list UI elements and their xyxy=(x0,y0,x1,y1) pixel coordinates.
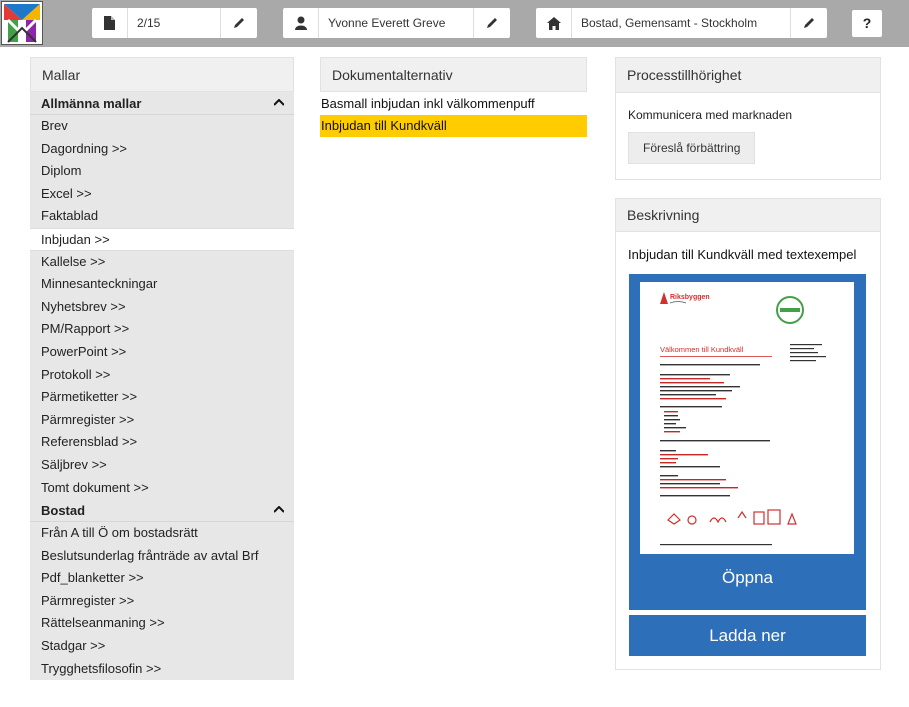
document-option-selected[interactable]: Inbjudan till Kundkväll xyxy=(320,115,587,137)
top-toolbar xyxy=(0,0,909,47)
edit-page-pencil-icon[interactable] xyxy=(221,8,257,38)
template-item[interactable]: Faktablad xyxy=(30,205,294,228)
template-group-header[interactable] xyxy=(30,92,294,115)
template-item[interactable]: Dagordning >> xyxy=(30,138,294,161)
page-counter: 2/15 xyxy=(129,8,221,38)
preview-logo-text: Riksbyggen xyxy=(670,294,710,301)
document-options-title: Dokumentalternativ xyxy=(320,57,587,92)
template-item[interactable]: Kallelse >> xyxy=(30,251,294,274)
open-button-label[interactable]: Öppna xyxy=(721,568,774,587)
process-text: Kommunicera med marknaden xyxy=(628,108,793,122)
template-item[interactable]: Säljbrev >> xyxy=(30,454,294,477)
templates-panel xyxy=(30,57,294,680)
template-item[interactable]: Nyhetsbrev >> xyxy=(30,296,294,319)
template-item[interactable]: Inbjudan >> xyxy=(30,228,294,251)
template-item[interactable]: Pärmregister >> xyxy=(30,590,294,613)
template-item[interactable]: Pärmregister >> xyxy=(30,409,294,432)
template-group-label: Bostad xyxy=(41,503,86,519)
template-item[interactable]: Referensblad >> xyxy=(30,431,294,454)
document-preview-open-button[interactable] xyxy=(629,274,866,610)
template-item[interactable]: Tomt dokument >> xyxy=(30,477,294,500)
user-icon xyxy=(283,8,319,38)
user-name: Yvonne Everett Greve xyxy=(320,8,474,38)
download-button[interactable]: Ladda ner xyxy=(629,615,866,656)
document-option[interactable]: Basmall inbjudan inkl välkommenpuff xyxy=(321,96,535,111)
document-options-panel xyxy=(320,57,587,137)
template-item[interactable]: Trygghetsfilosofin >> xyxy=(30,658,294,681)
description-title: Beskrivning xyxy=(616,199,880,232)
edit-user-pencil-icon[interactable] xyxy=(474,8,510,38)
template-item[interactable]: Diplom xyxy=(30,160,294,183)
template-item[interactable]: Från A till Ö om bostadsrätt xyxy=(30,522,294,545)
template-item[interactable]: Stadgar >> xyxy=(30,635,294,658)
office-name: Bostad, Gemensamt - Stockholm xyxy=(573,8,791,38)
templates-title: Mallar xyxy=(30,57,294,92)
template-item[interactable]: Brev xyxy=(30,115,294,138)
preview-page-graphic xyxy=(640,282,854,554)
suggest-improvement-button[interactable]: Föreslå förbättring xyxy=(628,132,755,164)
user-field xyxy=(283,8,510,38)
preview-heading: Välkommen till Kundkväll xyxy=(660,345,744,354)
process-title: Processtillhörighet xyxy=(616,58,880,93)
description-panel xyxy=(615,198,881,670)
edit-office-pencil-icon[interactable] xyxy=(791,8,827,38)
office-field xyxy=(536,8,827,38)
document-icon xyxy=(92,8,128,38)
template-item[interactable]: Pdf_blanketter >> xyxy=(30,567,294,590)
page-counter-field xyxy=(92,8,257,38)
template-item[interactable]: Protokoll >> xyxy=(30,364,294,387)
chevron-up-icon[interactable] xyxy=(274,499,284,522)
template-item[interactable]: Minnesanteckningar xyxy=(30,273,294,296)
templates-list xyxy=(30,92,294,680)
app-logo[interactable] xyxy=(1,1,43,45)
template-item[interactable]: PowerPoint >> xyxy=(30,341,294,364)
template-item[interactable]: PM/Rapport >> xyxy=(30,318,294,341)
chevron-up-icon[interactable] xyxy=(274,92,284,115)
help-button[interactable]: ? xyxy=(852,10,882,37)
template-item[interactable]: Beslutsunderlag frånträde av avtal Brf xyxy=(30,545,294,568)
template-item[interactable]: Excel >> xyxy=(30,183,294,206)
document-preview-thumbnail xyxy=(640,282,854,554)
template-item[interactable]: Rättelseanmaning >> xyxy=(30,612,294,635)
process-panel xyxy=(615,57,881,180)
template-group-header[interactable] xyxy=(30,499,294,522)
template-group-label: Allmänna mallar xyxy=(41,96,142,111)
home-icon xyxy=(536,8,572,38)
template-item[interactable]: Pärmetiketter >> xyxy=(30,386,294,409)
description-text: Inbjudan till Kundkväll med textexempel xyxy=(628,247,857,262)
